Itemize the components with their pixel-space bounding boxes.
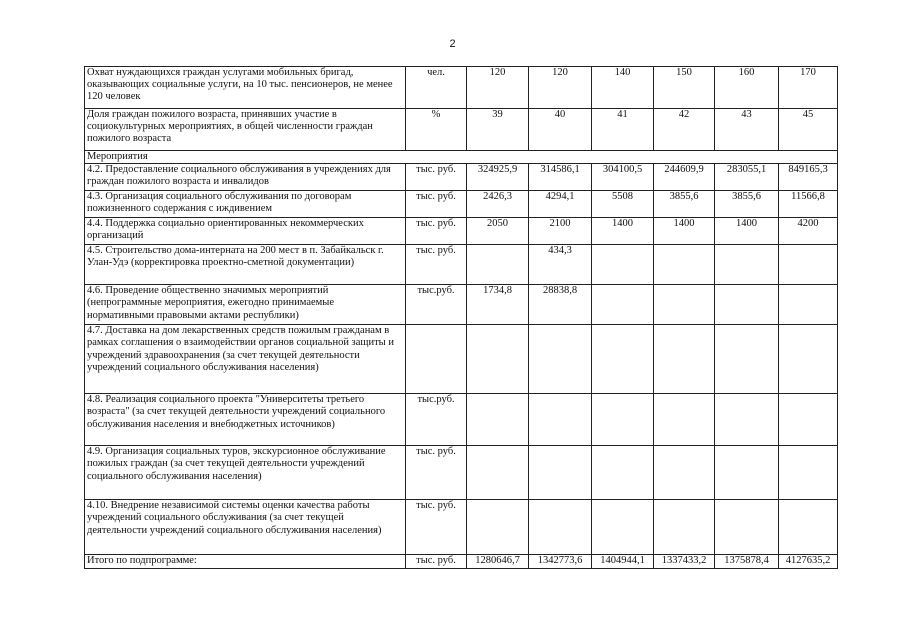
- value-cell: 11566,8: [779, 191, 838, 218]
- table-row: [85, 394, 838, 446]
- value-cell: 244609,9: [654, 164, 715, 191]
- value-cell: [529, 325, 592, 394]
- value-cell: [779, 500, 838, 555]
- value-cell: [654, 446, 715, 500]
- value-cell: [779, 394, 838, 446]
- unit-cell: тыс. руб.: [406, 164, 467, 191]
- value-cell: [592, 245, 654, 285]
- unit-cell: тыс. руб.: [406, 446, 467, 500]
- value-cell: 1280646,7: [467, 555, 529, 569]
- row-name-cell: 4.9. Организация социальных туров, экскурсионное обслуживание пожилых граждан (за счет текущей деятельности учреждений социального обслуживания населения): [85, 446, 406, 500]
- value-cell: [779, 245, 838, 285]
- unit-cell: чел.: [406, 67, 467, 109]
- value-cell: 42: [654, 109, 715, 151]
- value-cell: 3855,6: [715, 191, 779, 218]
- table-row: [85, 218, 838, 245]
- value-cell: 160: [715, 67, 779, 109]
- row-name-cell: 4.3. Организация социального обслуживания по договорам пожизненного содержания с иждивением: [85, 191, 406, 218]
- value-cell: 41: [592, 109, 654, 151]
- table-row: [85, 245, 838, 285]
- value-cell: 1342773,6: [529, 555, 592, 569]
- value-cell: 324925,9: [467, 164, 529, 191]
- table-row: [85, 109, 838, 151]
- unit-cell: тыс.руб.: [406, 285, 467, 325]
- unit-cell: %: [406, 109, 467, 151]
- value-cell: [592, 325, 654, 394]
- value-cell: 1337433,2: [654, 555, 715, 569]
- page-number: 2: [449, 38, 456, 50]
- value-cell: [779, 325, 838, 394]
- value-cell: 304100,5: [592, 164, 654, 191]
- row-name-cell: Итого по подпрограмме:: [85, 555, 406, 569]
- value-cell: 45: [779, 109, 838, 151]
- value-cell: [779, 285, 838, 325]
- value-cell: 1400: [654, 218, 715, 245]
- value-cell: 434,3: [529, 245, 592, 285]
- value-cell: [654, 500, 715, 555]
- value-cell: 2050: [467, 218, 529, 245]
- table-row: [85, 164, 838, 191]
- value-cell: [529, 446, 592, 500]
- value-cell: 2100: [529, 218, 592, 245]
- value-cell: 120: [467, 67, 529, 109]
- unit-cell: тыс. руб.: [406, 500, 467, 555]
- value-cell: 1375878,4: [715, 555, 779, 569]
- value-cell: [715, 325, 779, 394]
- table-row: [85, 446, 838, 500]
- value-cell: [779, 446, 838, 500]
- unit-cell: тыс. руб.: [406, 218, 467, 245]
- value-cell: [467, 245, 529, 285]
- value-cell: 314586,1: [529, 164, 592, 191]
- value-cell: 150: [654, 67, 715, 109]
- value-cell: [467, 500, 529, 555]
- row-name-cell: 4.10. Внедрение независимой системы оценки качества работы учреждений социального обслуживания (за счет текущей деятельности учреждений социального обслуживания населения): [85, 500, 406, 555]
- value-cell: 283055,1: [715, 164, 779, 191]
- table-row: [85, 555, 838, 569]
- indicators-table: [84, 66, 838, 569]
- section-row: [85, 151, 838, 164]
- value-cell: [654, 394, 715, 446]
- value-cell: 43: [715, 109, 779, 151]
- value-cell: 1734,8: [467, 285, 529, 325]
- value-cell: [592, 446, 654, 500]
- value-cell: 140: [592, 67, 654, 109]
- unit-cell: тыс.руб.: [406, 394, 467, 446]
- value-cell: 3855,6: [654, 191, 715, 218]
- unit-cell: тыс. руб.: [406, 245, 467, 285]
- row-name-cell: 4.2. Предоставление социального обслуживания в учреждениях для граждан пожилого возраста и инвалидов: [85, 164, 406, 191]
- value-cell: 28838,8: [529, 285, 592, 325]
- value-cell: 4200: [779, 218, 838, 245]
- value-cell: 1404944,1: [592, 555, 654, 569]
- value-cell: 170: [779, 67, 838, 109]
- value-cell: [529, 500, 592, 555]
- value-cell: [654, 325, 715, 394]
- value-cell: 849165,3: [779, 164, 838, 191]
- value-cell: 39: [467, 109, 529, 151]
- row-name-cell: Доля граждан пожилого возраста, принявших участие в социокультурных мероприятиях, в общей численности граждан пожилого возраста: [85, 109, 406, 151]
- unit-cell: тыс. руб.: [406, 191, 467, 218]
- value-cell: 1400: [592, 218, 654, 245]
- value-cell: [467, 446, 529, 500]
- table-row: [85, 67, 838, 109]
- row-name-cell: 4.5. Строительство дома-интерната на 200 мест в п. Забайкальск г. Улан-Удэ (корректировка проектно-сметной документации): [85, 245, 406, 285]
- value-cell: [467, 325, 529, 394]
- row-name-cell: 4.7. Доставка на дом лекарственных средств пожилым гражданам в рамках соглашения о взаимодействии органов социальной защиты и учреждений здравоохранения (за счет текущей деятельности учреждений социального обслуживания населения): [85, 325, 406, 394]
- table-row: [85, 285, 838, 325]
- value-cell: [715, 285, 779, 325]
- value-cell: 120: [529, 67, 592, 109]
- table-row: [85, 500, 838, 555]
- row-name-cell: 4.6. Проведение общественно значимых мероприятий (непрограммные мероприятия, ежегодно принимаемые нормативными правовыми актами республики): [85, 285, 406, 325]
- value-cell: 5508: [592, 191, 654, 218]
- value-cell: 4294,1: [529, 191, 592, 218]
- value-cell: [715, 245, 779, 285]
- value-cell: 1400: [715, 218, 779, 245]
- value-cell: [467, 394, 529, 446]
- table-row: [85, 191, 838, 218]
- value-cell: [715, 446, 779, 500]
- value-cell: 40: [529, 109, 592, 151]
- value-cell: 4127635,2: [779, 555, 838, 569]
- value-cell: [592, 285, 654, 325]
- row-name-cell: Охват нуждающихся граждан услугами мобильных бригад, оказывающих социальные услуги, на 10 тыс. пенсионеров, не менее 120 человек: [85, 67, 406, 109]
- value-cell: [715, 394, 779, 446]
- row-name-cell: 4.4. Поддержка социально ориентированных некоммерческих организаций: [85, 218, 406, 245]
- value-cell: 2426,3: [467, 191, 529, 218]
- value-cell: [592, 500, 654, 555]
- section-title: Мероприятия: [85, 151, 838, 164]
- row-name-cell: 4.8. Реализация социального проекта "Университеты третьего возраста" (за счет текущей деятельности учреждений социального обслуживания населения и внебюджетных источников): [85, 394, 406, 446]
- value-cell: [654, 285, 715, 325]
- table-row: [85, 325, 838, 394]
- value-cell: [592, 394, 654, 446]
- unit-cell: тыс. руб.: [406, 555, 467, 569]
- unit-cell: [406, 325, 467, 394]
- value-cell: [529, 394, 592, 446]
- value-cell: [715, 500, 779, 555]
- value-cell: [654, 245, 715, 285]
